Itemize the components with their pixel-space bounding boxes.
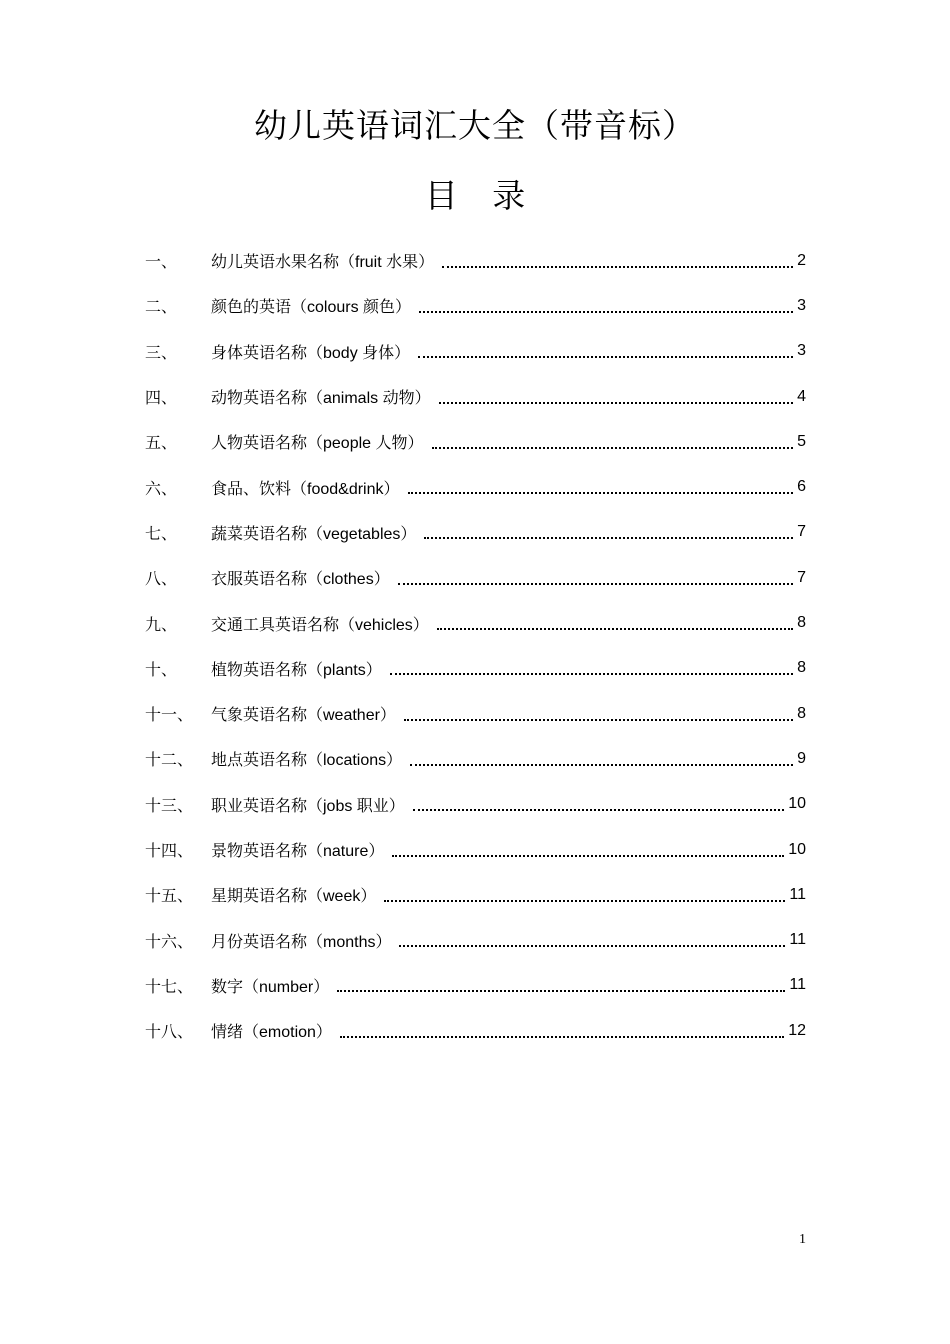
- toc-leader-dots: [340, 1020, 784, 1038]
- toc-entry[interactable]: [145, 464, 806, 509]
- toc-entry-label[interactable]: 职业英语名称（jobs 职业）: [211, 797, 405, 815]
- toc-entry[interactable]: [145, 555, 806, 600]
- toc-entry-number: 四、: [145, 388, 178, 408]
- toc-entry-page[interactable]: 10: [788, 795, 806, 813]
- toc-leader-dots: [424, 521, 793, 539]
- toc-entry-page[interactable]: 11: [789, 931, 806, 949]
- toc-entry-page[interactable]: 11: [789, 976, 806, 994]
- toc-entry-page[interactable]: 3: [797, 296, 806, 314]
- document-title: 幼儿英语词汇大全（带音标）: [254, 106, 696, 145]
- toc-entry-label[interactable]: 景物英语名称（nature）: [211, 843, 385, 860]
- toc-entry-page[interactable]: 8: [797, 659, 806, 677]
- toc-entry[interactable]: [145, 646, 806, 691]
- toc-leader-dots: [442, 250, 793, 268]
- toc-entry-number: 十六、: [145, 931, 194, 951]
- toc-entry[interactable]: [145, 872, 806, 917]
- toc-entry-page[interactable]: 10: [788, 840, 806, 858]
- toc-entry-page[interactable]: 2: [797, 251, 806, 269]
- toc-entry[interactable]: [145, 963, 806, 1008]
- toc-entry[interactable]: [145, 736, 806, 781]
- toc-heading: 目 录: [424, 176, 526, 215]
- toc-entry-number: 八、: [145, 569, 178, 589]
- toc-leader-dots: [410, 748, 793, 766]
- toc-entry-page[interactable]: 7: [797, 568, 806, 586]
- toc-entry-label[interactable]: 衣服英语名称（clothes）: [211, 571, 390, 589]
- toc-entry-label[interactable]: 身体英语名称（body 身体）: [211, 344, 411, 362]
- toc-leader-dots: [419, 295, 793, 313]
- toc-entry-number: 十八、: [145, 1022, 194, 1042]
- toc-entry-number: 一、: [145, 252, 178, 272]
- toc-entry-number: 五、: [145, 433, 178, 453]
- table-of-contents: [145, 238, 806, 1053]
- toc-entry[interactable]: [145, 917, 806, 962]
- toc-entry-number: 十四、: [145, 841, 194, 860]
- toc-entry[interactable]: [145, 238, 806, 283]
- toc-entry-number: 十五、: [145, 886, 194, 906]
- toc-entry[interactable]: [145, 1008, 806, 1053]
- toc-leader-dots: [408, 476, 794, 494]
- toc-entry[interactable]: [145, 283, 806, 328]
- toc-entry[interactable]: [145, 782, 806, 827]
- toc-entry-number: 十二、: [145, 750, 194, 770]
- page-number: 1: [799, 1232, 806, 1247]
- toc-entry-page[interactable]: 12: [788, 1021, 806, 1039]
- toc-entry-number: 十一、: [145, 705, 194, 725]
- toc-entry-label[interactable]: 幼儿英语水果名称（fruit 水果）: [211, 254, 435, 272]
- toc-leader-dots: [337, 974, 785, 992]
- toc-entry[interactable]: [145, 600, 806, 645]
- toc-entry-number: 十、: [145, 659, 178, 679]
- toc-entry-page[interactable]: 4: [797, 387, 806, 405]
- toc-leader-dots: [398, 567, 793, 585]
- toc-entry-label[interactable]: 地点英语名称（locations）: [211, 752, 403, 770]
- toc-leader-dots: [384, 884, 785, 902]
- toc-entry-page[interactable]: 11: [789, 885, 806, 903]
- toc-entry[interactable]: [145, 510, 806, 555]
- toc-entry[interactable]: [145, 691, 806, 736]
- toc-entry[interactable]: [145, 419, 806, 464]
- toc-entry-number: 七、: [145, 523, 178, 543]
- toc-entry-page[interactable]: 3: [797, 342, 806, 360]
- toc-entry-label[interactable]: 情绪（emotion）: [211, 1024, 332, 1042]
- toc-leader-dots: [439, 386, 794, 404]
- toc-leader-dots: [392, 839, 784, 857]
- toc-entry-label[interactable]: 月份英语名称（months）: [211, 933, 392, 951]
- toc-entry-label[interactable]: 星期英语名称（week）: [211, 888, 377, 906]
- toc-leader-dots: [437, 612, 793, 630]
- toc-entry-page[interactable]: 9: [797, 749, 806, 767]
- toc-entry-number: 三、: [145, 342, 178, 362]
- toc-entry-label[interactable]: 人物英语名称（people 人物）: [211, 435, 424, 453]
- toc-leader-dots: [418, 340, 793, 358]
- toc-entry-number: 六、: [145, 478, 178, 498]
- toc-entry-label[interactable]: 数字（number）: [211, 978, 330, 996]
- toc-entry[interactable]: [145, 374, 806, 419]
- toc-entry-page[interactable]: 5: [797, 432, 806, 450]
- toc-entry-label[interactable]: 颜色的英语（colours 颜色）: [211, 299, 412, 317]
- toc-entry-page[interactable]: 8: [797, 704, 806, 722]
- toc-entry-number: 二、: [145, 297, 178, 317]
- toc-entry-page[interactable]: 8: [797, 614, 806, 632]
- toc-entry-number: 十七、: [145, 976, 194, 996]
- toc-entry-label[interactable]: 食品、饮料（food&drink）: [211, 480, 400, 498]
- toc-entry[interactable]: [145, 329, 806, 374]
- toc-entry-label[interactable]: 动物英语名称（animals 动物）: [211, 390, 431, 408]
- toc-entry[interactable]: [145, 827, 806, 872]
- toc-entry-label[interactable]: 蔬菜英语名称（vegetables）: [211, 525, 417, 543]
- toc-leader-dots: [399, 929, 785, 947]
- toc-entry-label[interactable]: 植物英语名称（plants）: [211, 661, 382, 679]
- toc-entry-number: 十三、: [145, 795, 194, 815]
- toc-leader-dots: [432, 431, 794, 449]
- toc-leader-dots: [413, 793, 784, 811]
- toc-entry-label[interactable]: 交通工具英语名称（vehicles）: [211, 616, 429, 634]
- toc-entry-page[interactable]: 6: [797, 478, 806, 496]
- toc-entry-label[interactable]: 气象英语名称（weather）: [211, 707, 396, 725]
- toc-entry-page[interactable]: 7: [797, 523, 806, 541]
- toc-entry-number: 九、: [145, 614, 178, 634]
- toc-leader-dots: [404, 703, 793, 721]
- toc-leader-dots: [390, 657, 793, 675]
